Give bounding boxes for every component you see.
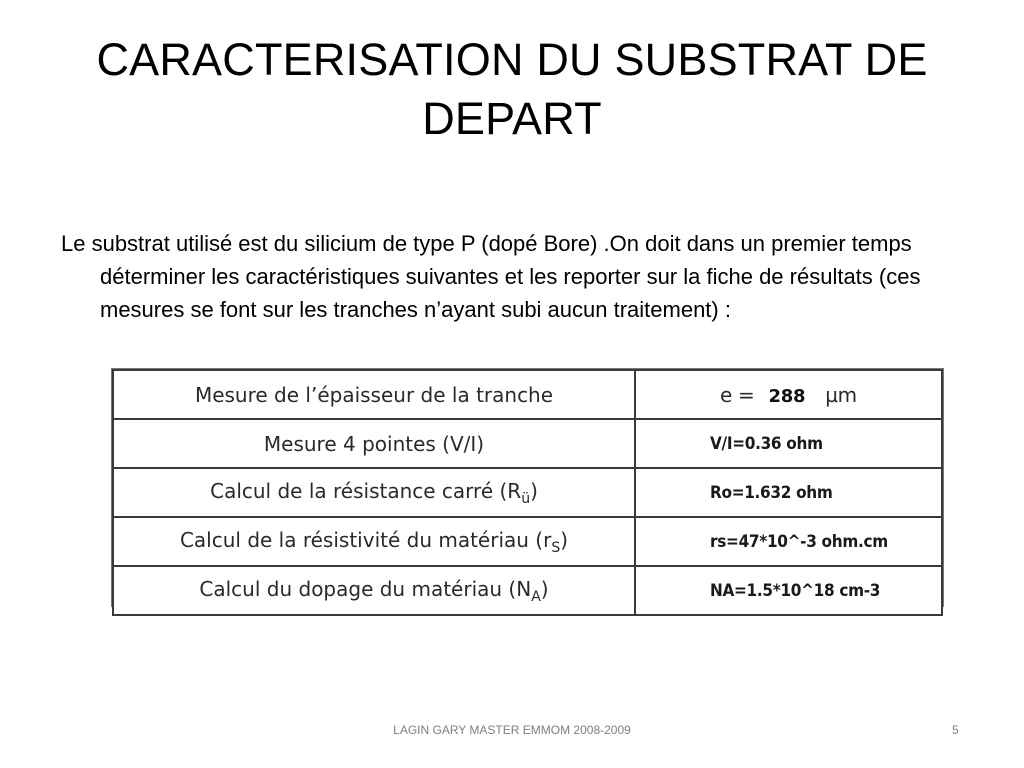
table-row	[113, 468, 942, 517]
table-cell-value: V/I=0.36 ohm	[635, 419, 942, 468]
label-main: Calcul du dopage du matériau (N	[199, 576, 532, 601]
label-end: )	[560, 527, 569, 552]
slide-page-number: 5	[952, 723, 959, 737]
table-row	[113, 419, 942, 468]
label-main: Calcul de la résistance carré (R	[210, 478, 522, 503]
table-cell-value: Ro=1.632 ohm	[635, 468, 942, 517]
slide-title: CARACTERISATION DU SUBSTRAT DE DEPART	[96, 34, 928, 144]
label-end: )	[530, 478, 538, 503]
results-table-image	[111, 368, 944, 607]
value-unit: µm	[825, 382, 857, 407]
table-cell-label: Mesure 4 pointes (V/I)	[113, 419, 635, 468]
label-end: )	[540, 576, 549, 601]
slide-footer: LAGIN GARY MASTER EMMOM 2008-2009	[393, 723, 631, 737]
table-cell-label	[113, 517, 635, 566]
label-subscript: ü	[521, 490, 531, 507]
table-row	[113, 370, 942, 419]
table-cell-label	[113, 468, 635, 517]
table-cell-value: NA=1.5*10^18 cm-3	[635, 566, 942, 615]
label-subscript: A	[531, 588, 541, 605]
value-number: 288	[768, 385, 806, 407]
table-cell-label: Mesure de l’épaisseur de la tranche	[113, 370, 635, 419]
label-main: Calcul de la résistivité du matériau (r	[179, 527, 552, 552]
table-cell-value	[635, 370, 942, 419]
value-prefix: e =	[720, 382, 755, 407]
results-table	[112, 369, 943, 616]
table-row	[113, 566, 942, 615]
table-cell-value: rs=47*10^-3 ohm.cm	[635, 517, 942, 566]
table-row	[113, 517, 942, 566]
label-subscript: S	[551, 539, 561, 556]
table-cell-label	[113, 566, 635, 615]
slide-body-text: Le substrat utilisé est du silicium de type P (dopé Bore) .On doit dans un premier temps déterminer les caractéristiques suivantes et les reporter sur la fiche de résultats (ces mesures se font sur les tranches n’ayant subi aucun traitement) :	[61, 231, 921, 322]
